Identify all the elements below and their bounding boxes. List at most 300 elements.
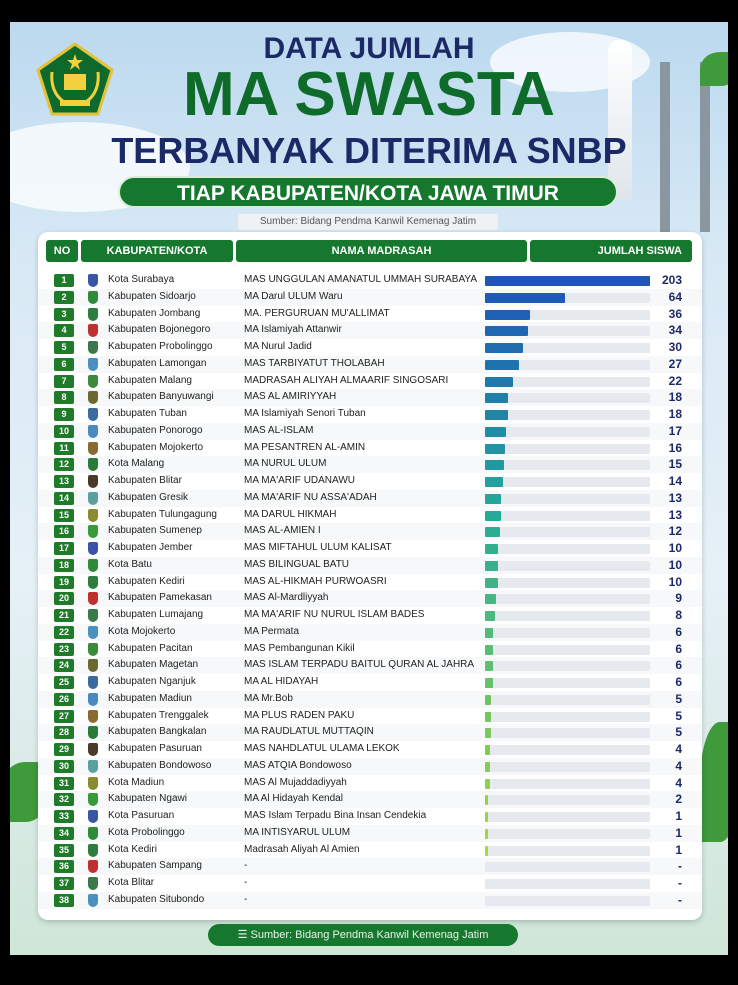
row-number: 19 [54, 576, 74, 589]
footer-source-pill [208, 924, 518, 946]
regency-name: Kabupaten Jombang [108, 307, 201, 319]
value-label: 12 [668, 524, 682, 539]
value-bar [485, 377, 513, 387]
title-line1: DATA JUMLAH [263, 32, 475, 65]
value-label: 15 [668, 457, 682, 472]
regency-emblem-icon [88, 894, 98, 907]
regency-name: Kabupaten Tuban [108, 408, 187, 419]
bar-track [485, 745, 650, 755]
madrasah-name: MADRASAH ALIYAH ALMAARIF SINGOSARI [244, 374, 449, 386]
value-bar [485, 410, 508, 420]
value-bar [485, 645, 493, 655]
data-table [38, 232, 702, 920]
table-row [38, 641, 702, 658]
regency-emblem-icon [88, 475, 98, 488]
value-label: 64 [668, 289, 682, 304]
value-bar [485, 427, 506, 437]
row-number: 27 [54, 710, 74, 723]
value-label: 10 [668, 541, 682, 555]
regency-emblem-icon [88, 827, 98, 840]
value-label: 10 [668, 557, 682, 572]
bar-track [485, 628, 650, 638]
regency-emblem-icon [88, 525, 98, 538]
table-row [38, 808, 702, 825]
value-bar [485, 812, 488, 822]
value-label: 1 [675, 842, 682, 857]
row-number: 15 [54, 509, 74, 522]
value-label: 14 [668, 474, 682, 488]
value-bar [485, 360, 519, 370]
bar-track [485, 661, 650, 671]
regency-emblem-icon [88, 676, 98, 689]
bar-track [485, 410, 650, 420]
regency-name: Kabupaten Pasuruan [108, 743, 202, 754]
value-label: 5 [675, 725, 682, 740]
table-row [38, 892, 702, 909]
table-row [38, 758, 702, 775]
regency-emblem-icon [88, 408, 98, 421]
column-header-jumlah: JUMLAH SISWA [530, 240, 692, 262]
madrasah-name: MA Mr.Bob [244, 692, 293, 704]
value-label: 27 [668, 356, 682, 371]
regency-name: Kabupaten Madiun [108, 692, 192, 704]
row-number: 7 [54, 375, 74, 388]
madrasah-name: MA PLUS RADEN PAKU [244, 709, 355, 721]
bar-track [485, 494, 650, 504]
bar-track [485, 427, 650, 437]
bar-track [485, 695, 650, 705]
row-number: 4 [54, 324, 74, 337]
value-label: 5 [675, 691, 682, 706]
value-bar [485, 661, 493, 671]
table-row [38, 523, 702, 540]
regency-emblem-icon [88, 308, 98, 321]
table-row [38, 322, 702, 339]
table-row [38, 306, 702, 323]
regency-emblem-icon [88, 291, 98, 304]
row-number: 23 [54, 643, 74, 656]
value-bar [485, 527, 500, 537]
value-label: 16 [668, 440, 682, 455]
value-bar [485, 695, 491, 705]
regency-name: Kabupaten Nganjuk [108, 676, 196, 687]
table-row [38, 842, 702, 859]
madrasah-name: - [244, 893, 248, 905]
value-label: - [678, 892, 682, 907]
table-row [38, 356, 702, 373]
row-number: 28 [54, 726, 74, 739]
value-label: 6 [675, 641, 682, 656]
regency-emblem-icon [88, 592, 98, 605]
regency-name: Kota Malang [108, 458, 165, 470]
row-number: 38 [54, 894, 74, 907]
regency-name: Kabupaten Sumenep [108, 525, 202, 537]
column-header-no: NO [46, 240, 78, 262]
value-bar [485, 678, 493, 688]
value-label: 1 [675, 809, 682, 823]
bar-track [485, 527, 650, 537]
regency-emblem-icon [88, 626, 98, 639]
regency-name: Kota Batu [108, 558, 152, 570]
value-bar [485, 561, 498, 571]
row-number: 21 [54, 609, 74, 622]
value-bar [485, 511, 501, 521]
regency-emblem-icon [88, 576, 98, 589]
table-row [38, 590, 702, 607]
row-number: 8 [54, 391, 74, 404]
value-label: 203 [661, 273, 682, 287]
row-number: 9 [54, 408, 74, 421]
table-row [38, 440, 702, 457]
column-header-kabupaten: KABUPATEN/KOTA [81, 240, 233, 262]
value-bar [485, 494, 501, 504]
table-row [38, 708, 702, 725]
row-number: 16 [54, 525, 74, 538]
madrasah-name: MAS BILINGUAL BATU [244, 558, 350, 570]
table-row [38, 473, 702, 490]
value-label: 4 [675, 742, 682, 756]
regency-name: Kabupaten Probolinggo [108, 341, 213, 352]
subtitle-pill: TIAP KABUPATEN/KOTA JAWA TIMUR [118, 176, 618, 208]
value-bar [485, 628, 493, 638]
regency-name: Kabupaten Lamongan [108, 357, 207, 369]
row-number: 24 [54, 659, 74, 672]
table-row [38, 289, 702, 306]
bar-track [485, 544, 650, 554]
madrasah-name: MAS AL-ISLAM [244, 424, 314, 436]
value-label: 18 [668, 390, 682, 405]
regency-emblem-icon [88, 509, 98, 522]
regency-emblem-icon [88, 659, 98, 672]
bar-track [485, 511, 650, 521]
bar-track [485, 444, 650, 454]
value-label: 18 [668, 407, 682, 421]
row-number: 6 [54, 358, 74, 371]
regency-emblem-icon [88, 860, 98, 873]
regency-emblem-icon [88, 793, 98, 806]
table-row [38, 858, 702, 875]
value-label: 9 [675, 591, 682, 606]
regency-name: Kabupaten Ponorogo [108, 424, 203, 436]
table-row [38, 741, 702, 758]
value-bar [485, 393, 508, 403]
madrasah-name: MAS Al-Mardliyyah [244, 592, 329, 604]
madrasah-name: MA Darul ULUM Waru [244, 290, 343, 302]
madrasah-name: MA Islamiyah Senori Tuban [244, 408, 366, 419]
row-number: 17 [54, 542, 74, 555]
title-line3: TERBANYAK DITERIMA SNBP [111, 130, 627, 171]
madrasah-name: MA MA'ARIF NU NURUL ISLAM BADES [244, 609, 425, 620]
regency-emblem-icon [88, 492, 98, 505]
table-row [38, 574, 702, 591]
value-bar [485, 712, 491, 722]
regency-emblem-icon [88, 358, 98, 371]
value-bar [485, 611, 495, 621]
regency-emblem-icon [88, 341, 98, 354]
regency-name: Kabupaten Kediri [108, 575, 185, 587]
bar-track [485, 829, 650, 839]
madrasah-name: MA Al Hidayah Kendal [244, 793, 343, 805]
row-number: 5 [54, 341, 74, 354]
row-number: 32 [54, 793, 74, 806]
value-label: 4 [675, 775, 682, 790]
value-label: 30 [668, 340, 682, 354]
regency-name: Kabupaten Ngawi [108, 793, 187, 805]
value-label: 2 [675, 792, 682, 807]
table-row [38, 389, 702, 406]
madrasah-name: MAS UNGGULAN AMANATUL UMMAH SURABAYA [244, 274, 477, 285]
madrasah-name: MAS Islam Terpadu Bina Insan Cendekia [244, 810, 427, 821]
source-note: Sumber: Bidang Pendma Kanwil Kemenag Jatim [238, 214, 498, 230]
regency-name: Kabupaten Mojokerto [108, 441, 204, 453]
value-label: 4 [675, 758, 682, 773]
title-main: MA SWASTA [183, 60, 555, 129]
value-label: 6 [675, 658, 682, 673]
madrasah-name: MAS Pembangunan Kikil [244, 642, 355, 654]
regency-name: Kabupaten Bangkalan [108, 726, 207, 738]
regency-emblem-icon [88, 810, 98, 823]
value-bar [485, 460, 504, 470]
madrasah-name: MA MA'ARIF NU ASSA'ADAH [244, 491, 377, 503]
table-row [38, 423, 702, 440]
regency-emblem-icon [88, 877, 98, 890]
bar-track [485, 862, 650, 872]
table-row [38, 406, 702, 423]
bar-track [485, 645, 650, 655]
row-number: 2 [54, 291, 74, 304]
value-bar [485, 728, 491, 738]
bar-track [485, 712, 650, 722]
madrasah-name: Madrasah Aliyah Al Amien [244, 843, 360, 855]
madrasah-name: MAS ISLAM TERPADU BAITUL QURAN AL JAHRA [244, 659, 475, 671]
regency-emblem-icon [88, 542, 98, 555]
regency-emblem-icon [88, 726, 98, 739]
regency-name: Kabupaten Banyuwangi [108, 391, 214, 403]
regency-emblem-icon [88, 391, 98, 404]
regency-emblem-icon [88, 375, 98, 388]
regency-name: Kota Surabaya [108, 274, 175, 285]
table-row [38, 339, 702, 356]
regency-emblem-icon [88, 324, 98, 337]
regency-emblem-icon [88, 442, 98, 455]
bar-track [485, 812, 650, 822]
madrasah-name: MA DARUL HIKMAH [244, 508, 337, 520]
value-label: 13 [668, 490, 682, 505]
bar-track [485, 846, 650, 856]
madrasah-name: MA Islamiyah Attanwir [244, 324, 342, 336]
bar-track [485, 477, 650, 487]
table-row [38, 791, 702, 808]
bar-track [485, 896, 650, 906]
table-row [38, 507, 702, 524]
madrasah-name: MAS AL-HIKMAH PURWOASRI [244, 575, 387, 587]
value-bar [485, 578, 498, 588]
regency-name: Kabupaten Sidoarjo [108, 290, 196, 302]
row-number: 34 [54, 827, 74, 840]
row-number: 11 [54, 442, 74, 455]
madrasah-name: MAS AL-AMIEN I [244, 525, 321, 537]
value-bar [485, 326, 528, 336]
column-header-madrasah: NAMA MADRASAH [236, 240, 527, 262]
value-bar [485, 594, 496, 604]
regency-name: Kabupaten Jember [108, 542, 193, 553]
value-bar [485, 779, 490, 789]
value-label: 6 [675, 624, 682, 639]
value-bar [485, 829, 488, 839]
row-number: 14 [54, 492, 74, 505]
table-row [38, 272, 702, 289]
regency-name: Kabupaten Pamekasan [108, 592, 212, 604]
bar-track [485, 879, 650, 889]
value-label: 5 [675, 708, 682, 723]
regency-name: Kabupaten Bondowoso [108, 759, 212, 771]
regency-emblem-icon [88, 710, 98, 723]
value-bar [485, 762, 490, 772]
footer-source-text: Sumber: Bidang Pendma Kanwil Kemenag Jatim [250, 929, 489, 941]
row-number: 36 [54, 860, 74, 873]
value-label: 17 [668, 423, 682, 438]
table-row [38, 557, 702, 574]
row-number: 3 [54, 308, 74, 321]
bar-track [485, 728, 650, 738]
table-row [38, 775, 702, 792]
madrasah-name: MA RAUDLATUL MUTTAQIN [244, 726, 374, 738]
regency-name: Kota Madiun [108, 776, 165, 788]
madrasah-name: MA. PERGURUAN MU'ALLIMAT [244, 307, 390, 319]
regency-emblem-icon [88, 609, 98, 622]
value-bar [485, 795, 488, 805]
value-label: 6 [675, 675, 682, 689]
madrasah-name: MA Nurul Jadid [244, 341, 312, 352]
bar-track [485, 578, 650, 588]
row-number: 26 [54, 693, 74, 706]
regency-name: Kabupaten Trenggalek [108, 709, 209, 721]
value-label: - [678, 876, 682, 890]
row-number: 22 [54, 626, 74, 639]
value-bar [485, 846, 488, 856]
madrasah-name: MAS MIFTAHUL ULUM KALISAT [244, 542, 392, 553]
row-number: 25 [54, 676, 74, 689]
regency-emblem-icon [88, 643, 98, 656]
row-number: 18 [54, 559, 74, 572]
madrasah-name: MA INTISYARUL ULUM [244, 826, 351, 838]
value-label: 22 [668, 373, 682, 388]
table-row [38, 490, 702, 507]
table-row [38, 875, 702, 892]
regency-emblem-icon [88, 743, 98, 756]
regency-emblem-icon [88, 760, 98, 773]
table-row [38, 624, 702, 641]
madrasah-name: MAS Al Mujaddadiyyah [244, 776, 347, 788]
regency-name: Kabupaten Bojonegoro [108, 324, 211, 336]
madrasah-name: MA AL HIDAYAH [244, 676, 319, 687]
madrasah-name: MAS AL AMIRIYYAH [244, 391, 337, 403]
infographic [10, 22, 728, 955]
madrasah-name: MAS NAHDLATUL ULAMA LEKOK [244, 743, 400, 754]
value-bar [485, 276, 650, 286]
regency-name: Kabupaten Tulungagung [108, 508, 217, 520]
table-row [38, 373, 702, 390]
bar-track [485, 795, 650, 805]
value-label: - [678, 859, 682, 874]
row-number: 20 [54, 592, 74, 605]
value-bar [485, 745, 490, 755]
regency-name: Kabupaten Malang [108, 374, 192, 386]
value-bar [485, 477, 503, 487]
madrasah-name: - [244, 860, 248, 872]
row-number: 33 [54, 810, 74, 823]
table-row [38, 657, 702, 674]
regency-emblem-icon [88, 458, 98, 471]
regency-name: Kabupaten Sampang [108, 860, 202, 872]
regency-name: Kota Pasuruan [108, 810, 175, 821]
row-number: 35 [54, 844, 74, 857]
regency-name: Kabupaten Lumajang [108, 609, 204, 620]
row-number: 12 [54, 458, 74, 471]
row-number: 31 [54, 777, 74, 790]
value-label: 13 [668, 507, 682, 522]
regency-name: Kabupaten Blitar [108, 475, 182, 486]
table-row [38, 724, 702, 741]
madrasah-name: MA MA'ARIF UDANAWU [244, 475, 355, 486]
regency-name: Kota Kediri [108, 843, 157, 855]
regency-name: Kota Probolinggo [108, 826, 185, 838]
regency-name: Kabupaten Gresik [108, 491, 189, 503]
leaf-decoration [700, 722, 728, 842]
madrasah-name: MAS TARBIYATUT THOLABAH [244, 357, 385, 369]
value-bar [485, 293, 565, 303]
table-row [38, 607, 702, 624]
regency-name: Kota Mojokerto [108, 625, 176, 637]
madrasah-name: MA NURUL ULUM [244, 458, 327, 470]
regency-emblem-icon [88, 844, 98, 857]
madrasah-name: - [244, 877, 248, 888]
table-row [38, 825, 702, 842]
value-label: 8 [675, 608, 682, 622]
table-row [38, 456, 702, 473]
madrasah-name: MAS ATQIA Bondowoso [244, 759, 352, 771]
regency-emblem-icon [88, 559, 98, 572]
layers-icon: ☰ [237, 929, 248, 941]
row-number: 10 [54, 425, 74, 438]
table-row [38, 691, 702, 708]
value-label: 1 [675, 825, 682, 840]
value-bar [485, 343, 523, 353]
madrasah-name: MA Permata [244, 625, 300, 637]
bar-track [485, 678, 650, 688]
value-label: 10 [668, 574, 682, 589]
table-row [38, 674, 702, 691]
row-number: 1 [54, 274, 74, 287]
row-number: 13 [54, 475, 74, 488]
value-bar [485, 444, 505, 454]
value-label: 36 [668, 306, 682, 321]
regency-name: Kabupaten Magetan [108, 659, 199, 671]
regency-name: Kota Blitar [108, 877, 155, 888]
bar-track [485, 393, 650, 403]
regency-name: Kabupaten Pacitan [108, 642, 193, 654]
row-number: 37 [54, 877, 74, 890]
bar-track [485, 460, 650, 470]
regency-name: Kabupaten Situbondo [108, 893, 205, 905]
value-label: 34 [668, 323, 682, 338]
regency-emblem-icon [88, 693, 98, 706]
value-bar [485, 310, 530, 320]
regency-emblem-icon [88, 777, 98, 790]
regency-emblem-icon [88, 425, 98, 438]
value-bar [485, 544, 498, 554]
bar-track [485, 594, 650, 604]
